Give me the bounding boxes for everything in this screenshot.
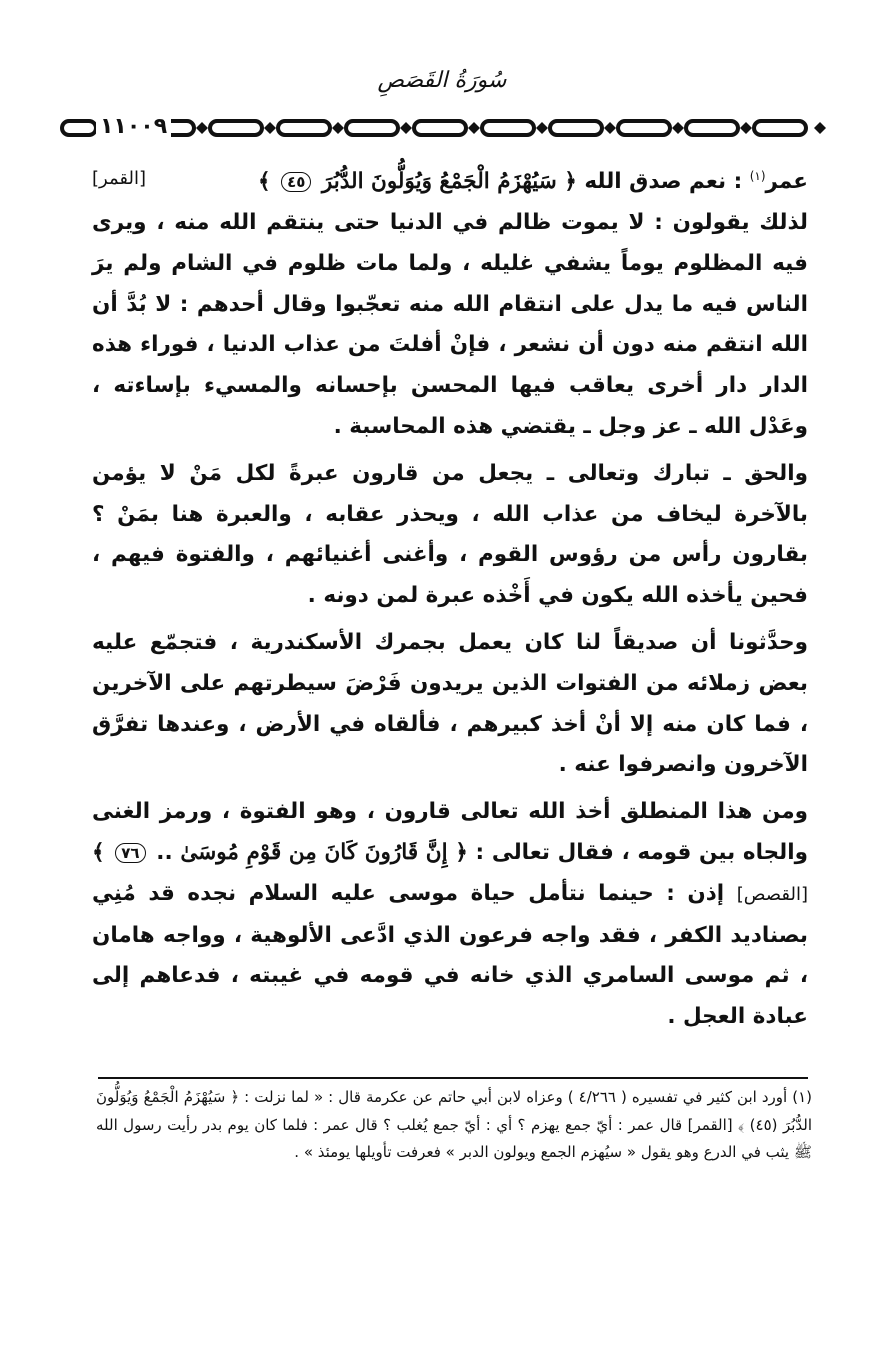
verse-intro: عمر$^{(١)}$ : نعم صدق الله ﴿ سَيُهْزَمُ الْجَمْعُ وَيُوَلُّونَ الدُّبُرَ ٤٥ ﴾ xyxy=(257,169,808,195)
paragraph-4: ومن هذا المنطلق أخذ الله تعالى قارون ، وهو الفتوة ، ورمز الغنى والجاه بين قومه ، فقال تعالى : ﴿ إِنَّ قَارُونَ كَانَ مِن قَوْمِ مُوسَىٰ .. ٧٦ ﴾ [القصص] إذن : حينما نتأمل حياة موسى عليه السلام نجده قد مُنِي بصناديد الكفر ، فقد واجه فرعون الذي ادَّعى الألوهية ، وواجه هامان ، ثم موسى السامري الذي خانه في قومه في غيبته ، فدعاهم إلى عبادة العجل . xyxy=(92,799,808,1030)
footnote-text: (١) أورد ابن كثير في تفسيره ( ٤/٢٦٦ ) وعزاه لابن أبي حاتم عن عكرمة قال : « لما نزلت : ﴿ سَيُهْزَمُ الْجَمْعُ وَيُوَلُّونَ الدُّبُرَ (٤٥) ﴾ [القمر] قال عمر : أيّ جمع يهزم ؟ أي : أيّ جمع يُغلب ؟ قال عمر : فلما كان يوم بدر رأيت رسول الله ﷺ يثب في الدرع وهو يقول « سيُهزم الجمع ويولون الدبر » فعرفت تأويلها يومئذ » . xyxy=(96,1088,813,1161)
quran-verse: سَيُهْزَمُ الْجَمْعُ وَيُوَلُّونَ الدُّبُرَ xyxy=(321,169,557,195)
footnote-divider xyxy=(98,1077,808,1079)
paragraph-3: وحدَّثونا أن صديقاً لنا كان يعمل بجمرك الأسكندرية ، فتجمّع عليه بعض زملائه من الفتوات الذين يريدون فَرْضَ سيطرتهم على الآخرين ، فما كان منه إلا أنْ أخذ كبيرهم ، فألقاه في الأرض ، وعندها تفرَّق الآخرون وانصرفوا عنه . xyxy=(92,629,808,778)
paragraph-2: والحق ـ تبارك وتعالى ـ يجعل من قارون عبرةً لكل مَنْ لا يؤمن بالآخرة ليخاف من عذاب الله ، ويحذر عقابه ، والعبرة هنا بمَنْ ؟ بقارون رأس من رؤوس القوم ، وأغنى أغنيائهم ، والفتوة فيهم ، فحين يأخذه الله يكون في أَخْذه عبرة لمن دونه . xyxy=(92,460,808,609)
page-number: ١١٠٠٩ xyxy=(96,114,171,139)
paragraph-1: لذلك يقولون : لا يموت ظالم في الدنيا حتى ينتقم الله منه ، ويرى فيه المظلوم يوماً يشفي غليله ، ولما مات ظلوم في الشام ولم يرَ الناس فيه ما يدل على انتقام الله منه تعجّبوا وقال أحدهم : لا بُدَّ أن الله انتقم منه دون أن نشعر ، فإنْ أفلتَ من عذاب الدنيا ، فوراء هذه الدار دار أخرى يعاقب فيها المحسن بإحسانه والمسيء بإساءته ، وعَدْل الله ـ عز وجل ـ يقتضي هذه المحاسبة . xyxy=(92,209,808,439)
ornamental-border xyxy=(60,112,830,144)
surah-reference: [القمر] xyxy=(92,168,146,190)
footnote xyxy=(96,1084,812,1167)
main-text xyxy=(92,156,808,1038)
ayah-number: ٤٥ xyxy=(281,172,311,192)
surah-reference: [القصص] xyxy=(736,883,808,905)
ayah-number: ٧٦ xyxy=(115,843,145,863)
verse-line xyxy=(92,156,808,203)
quran-verse: إِنَّ قَارُونَ كَانَ مِن قَوْمِ مُوسَىٰ xyxy=(180,839,448,865)
footnote-marker: (١) xyxy=(749,169,766,183)
surah-title: سُورَةُ القَصَصِ xyxy=(377,68,507,93)
